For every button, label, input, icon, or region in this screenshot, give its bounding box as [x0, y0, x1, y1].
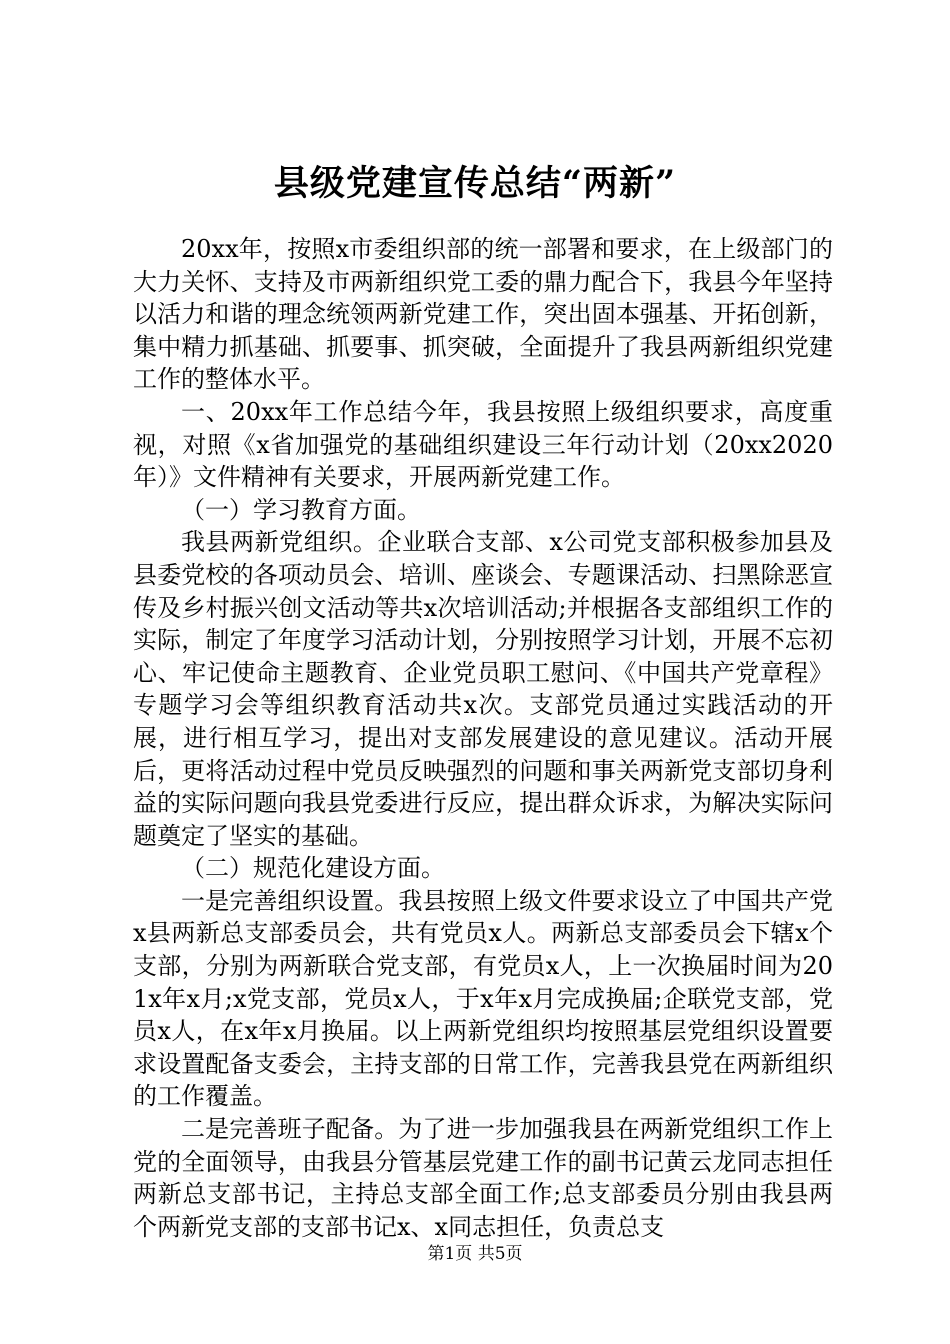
- subheading-standardization: （二）规范化建设方面。: [181, 854, 445, 883]
- document-body: [133, 233, 833, 1243]
- paragraph-study-education: 我县两新党组织。企业联合支部、x公司党支部积极参加县及县委党校的各项动员会、培训、座谈会、专题课活动、扫黑除恶宣传及乡村振兴创文活动等共x次培训活动;并根据各支部组织工作的实际，制定了年度学习活动计划，分别按照学习计划，开展不忘初心、牢记使命主题教育、企业党员职工慰问、《中国共产党章程》专题学习会等组织教育活动共x次。支部党员通过实践活动的开展，进行相互学习，提出对支部发展建设的意见建议。活动开展后，更将活动过程中党员反映强烈的问题和事关两新党支部切身利益的实际问题向我县党委进行反应，提出群众诉求，为解决实际问题奠定了坚实的基础。: [133, 528, 833, 850]
- page-footer: 第1页 共5页: [427, 1244, 523, 1264]
- document-title: 县级党建宣传总结“两新”: [273, 163, 677, 204]
- paragraph-intro: 20xx年，按照x市委组织部的统一部署和要求，在上级部门的大力关怀、支持及市两新组织党工委的鼎力配合下，我县今年坚持以活力和谐的理念统领两新党建工作，突出固本强基、开拓创新，集中精力抓基础、抓要事、抓突破，全面提升了我县两新组织党建工作的整体水平。: [133, 235, 833, 394]
- paragraph-section-one: 一、20xx年工作总结今年，我县按照上级组织要求，高度重视，对照《x省加强党的基础组织建设三年行动计划（20xx2020年）》文件精神有关要求，开展两新党建工作。: [133, 397, 833, 492]
- paragraph-team-staffing: 二是完善班子配备。为了进一步加强我县在两新党组织工作上党的全面领导，由我县分管基层党建工作的副书记黄云龙同志担任两新总支部书记，主持总支部全面工作;总支部委员分别由我县两个两新党支部的支部书记x、x同志担任，负责总支: [133, 1115, 833, 1241]
- subheading-study-education: （一）学习教育方面。: [181, 495, 421, 524]
- paragraph-organization-setup: 一是完善组织设置。我县按照上级文件要求设立了中国共产党x县两新总支部委员会，共有党员x人。两新总支部委员会下辖x个支部，分别为两新联合党支部，有党员x人，上一次换届时间为201x年x月;x党支部，党员x人，于x年x月完成换届;企联党支部，党员x人，在x年x月换届。以上两新党组织均按照基层党组织设置要求设置配备支委会，主持支部的日常工作，完善我县党在两新组织的工作覆盖。: [133, 886, 833, 1111]
